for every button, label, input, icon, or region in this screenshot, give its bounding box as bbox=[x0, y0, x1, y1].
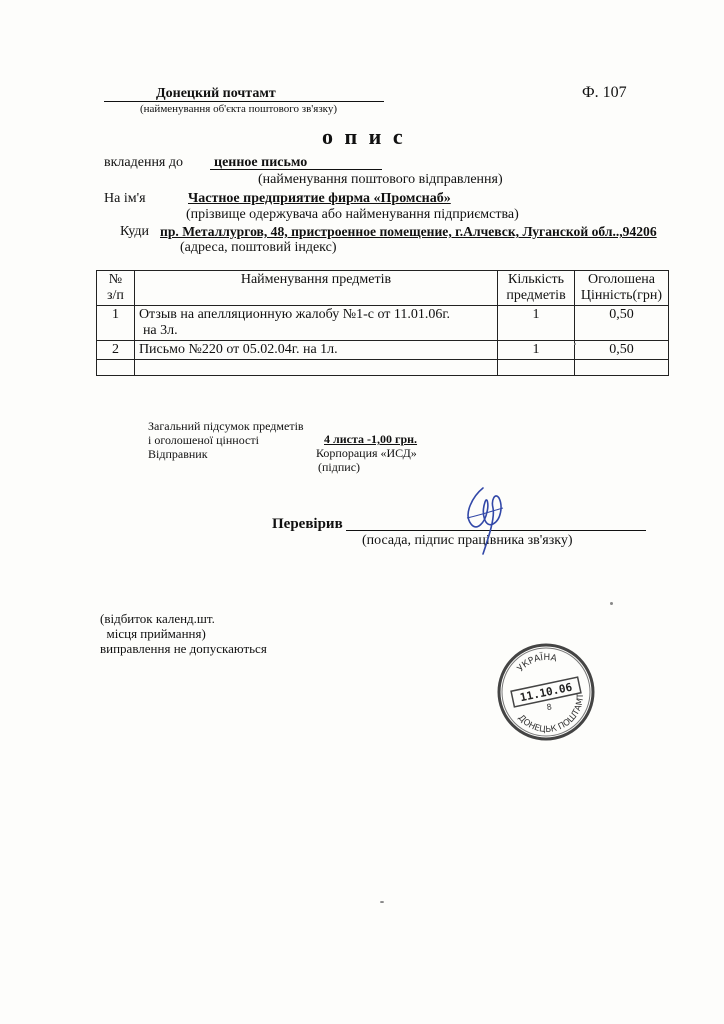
header-quantity: Кількість предметів bbox=[498, 271, 575, 306]
postal-office-underline bbox=[104, 101, 384, 102]
checked-by-label: Перевірив bbox=[272, 516, 343, 532]
row-value: 0,50 bbox=[575, 306, 669, 341]
calendar-stamp-note-line1: (відбиток календ.шт. bbox=[100, 611, 215, 626]
scan-speck bbox=[380, 901, 384, 903]
destination-value: пр. Металлургов, 48, пристроенное помещение, г.Алчевск, Луганской обл..,94206 bbox=[160, 224, 657, 239]
row-number: 2 bbox=[97, 341, 135, 360]
postal-office-name: Донецкий почтамт bbox=[156, 86, 276, 101]
destination-caption: (адреса, поштовий індекс) bbox=[180, 240, 337, 255]
row-value: 0,50 bbox=[575, 341, 669, 360]
enclosure-underline bbox=[210, 169, 382, 170]
enclosure-value: ценное письмо bbox=[214, 155, 308, 170]
table-row bbox=[97, 306, 669, 341]
enclosure-label: вкладення до bbox=[104, 155, 183, 170]
table-row bbox=[97, 341, 669, 360]
signature-image bbox=[455, 478, 515, 558]
recipient-value: Частное предприятие фирма «Промснаб» bbox=[188, 191, 451, 206]
row-quantity: 1 bbox=[498, 341, 575, 360]
checked-by-caption: (посада, підпис працівника зв'язку) bbox=[362, 533, 573, 548]
recipient-label: На ім'я bbox=[104, 191, 146, 206]
postal-office-caption: (найменування об'єкта поштового зв'язку) bbox=[140, 103, 338, 115]
sender-label: Відправник bbox=[148, 447, 208, 461]
scan-speck bbox=[574, 343, 576, 345]
row-item-name: Отзыв на апелляционную жалобу №1-с от 11.01.06г. на 3л. bbox=[134, 306, 497, 341]
totals-value: 4 листа -1,00 грн. bbox=[324, 432, 418, 446]
items-table bbox=[96, 270, 669, 376]
header-item-name: Найменування предметів bbox=[134, 271, 497, 306]
scan-speck bbox=[610, 602, 613, 605]
totals-label-line2: і оголошеної цінності bbox=[148, 433, 259, 447]
header-number: № з/п bbox=[97, 271, 135, 306]
postmark-stamp-image bbox=[494, 640, 598, 744]
row-number: 1 bbox=[97, 306, 135, 341]
header-declared-value: Оголошена Цінність(грн) bbox=[575, 271, 669, 306]
enclosure-caption: (найменування поштового відправлення) bbox=[258, 172, 503, 187]
stamp-top-text: УКРАЇНА bbox=[515, 652, 558, 675]
totals-label-line1: Загальний підсумок предметів bbox=[148, 419, 304, 433]
stamp-bottom-text: ДОНЕЦЬК ПОШТАМТ bbox=[515, 693, 586, 736]
row-item-name: Письмо №220 от 05.02.04г. на 1л. bbox=[134, 341, 497, 360]
no-corrections-note: виправлення не допускаються bbox=[100, 641, 267, 656]
recipient-caption: (прізвище одержувача або найменування підприємства) bbox=[186, 207, 519, 222]
destination-label: Куди bbox=[120, 224, 150, 239]
row-quantity: 1 bbox=[498, 306, 575, 341]
document-title: о п и с bbox=[322, 124, 406, 149]
form-number: Ф. 107 bbox=[582, 84, 627, 101]
table-row-empty bbox=[97, 360, 669, 376]
sender-signature-caption: (підпис) bbox=[318, 460, 361, 474]
calendar-stamp-note-line2: місця приймання) bbox=[100, 626, 206, 641]
sender-value: Корпорация «ИСД» bbox=[316, 446, 417, 460]
table-header-row bbox=[97, 271, 669, 306]
stamp-digit: 8 bbox=[545, 702, 553, 713]
stamp-date: 11.10.06 bbox=[518, 680, 574, 705]
